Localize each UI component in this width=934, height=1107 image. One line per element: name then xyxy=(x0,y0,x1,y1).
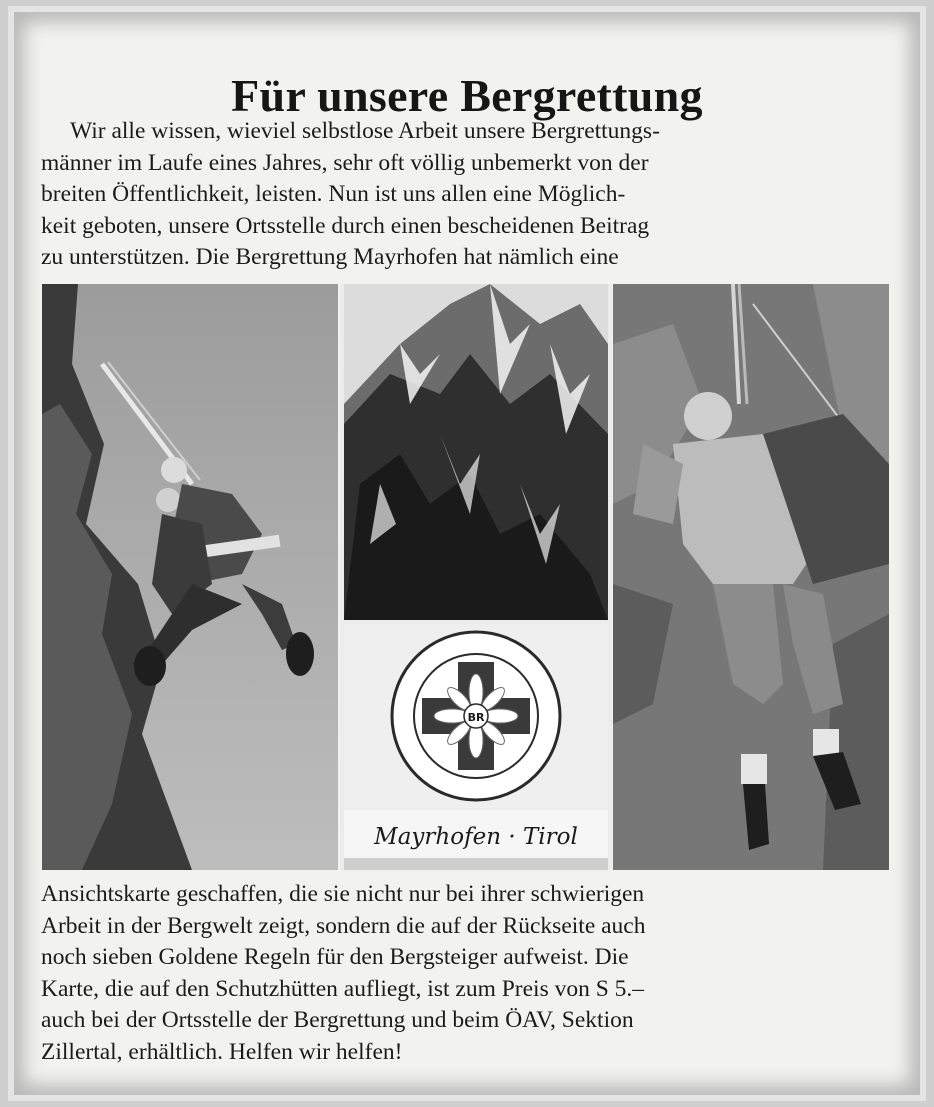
postcard-image xyxy=(340,284,612,870)
rescue-photo-left xyxy=(42,284,338,870)
emblem-initials: BR xyxy=(467,711,485,724)
postcard-caption: Mayrhofen · Tirol xyxy=(374,824,578,850)
article-title: Für unsere Bergrettung xyxy=(231,69,703,121)
rescue-photo-right xyxy=(613,284,889,870)
article-intro xyxy=(41,116,889,274)
text-line: Ansichtskarte geschaffen, die sie nicht nur bei ihrer schwierigen xyxy=(41,881,645,907)
text-line: Wir alle wissen, wieviel selbstlose Arbeit unsere Bergrettungs- xyxy=(70,118,660,144)
article-body xyxy=(41,879,889,1068)
text-line: zu unterstützen. Die Bergrettung Mayrhofen hat nämlich eine xyxy=(41,244,619,270)
text-line: Karte, die auf den Schutzhütten aufliegt, ist zum Preis von S 5.– xyxy=(41,975,645,1002)
text-line: noch sieben Goldene Regeln für den Bergsteiger aufweist. Die xyxy=(41,944,629,970)
text-line: Arbeit in der Bergwelt zeigt, sondern die auf der Rückseite auch xyxy=(41,912,646,939)
text-line: auch bei der Ortsstelle der Bergrettung und beim ÖAV, Sektion xyxy=(41,1007,634,1033)
text-line: männer im Laufe eines Jahres, sehr oft völlig unbemerkt von der xyxy=(41,149,649,176)
text-line: breiten Öffentlichkeit, leisten. Nun ist uns allen eine Möglich- xyxy=(41,181,626,207)
text-line: keit geboten, unsere Ortsstelle durch einen bescheidenen Beitrag xyxy=(41,212,650,239)
text-line: Zillertal, erhältlich. Helfen wir helfen! xyxy=(41,1038,403,1065)
